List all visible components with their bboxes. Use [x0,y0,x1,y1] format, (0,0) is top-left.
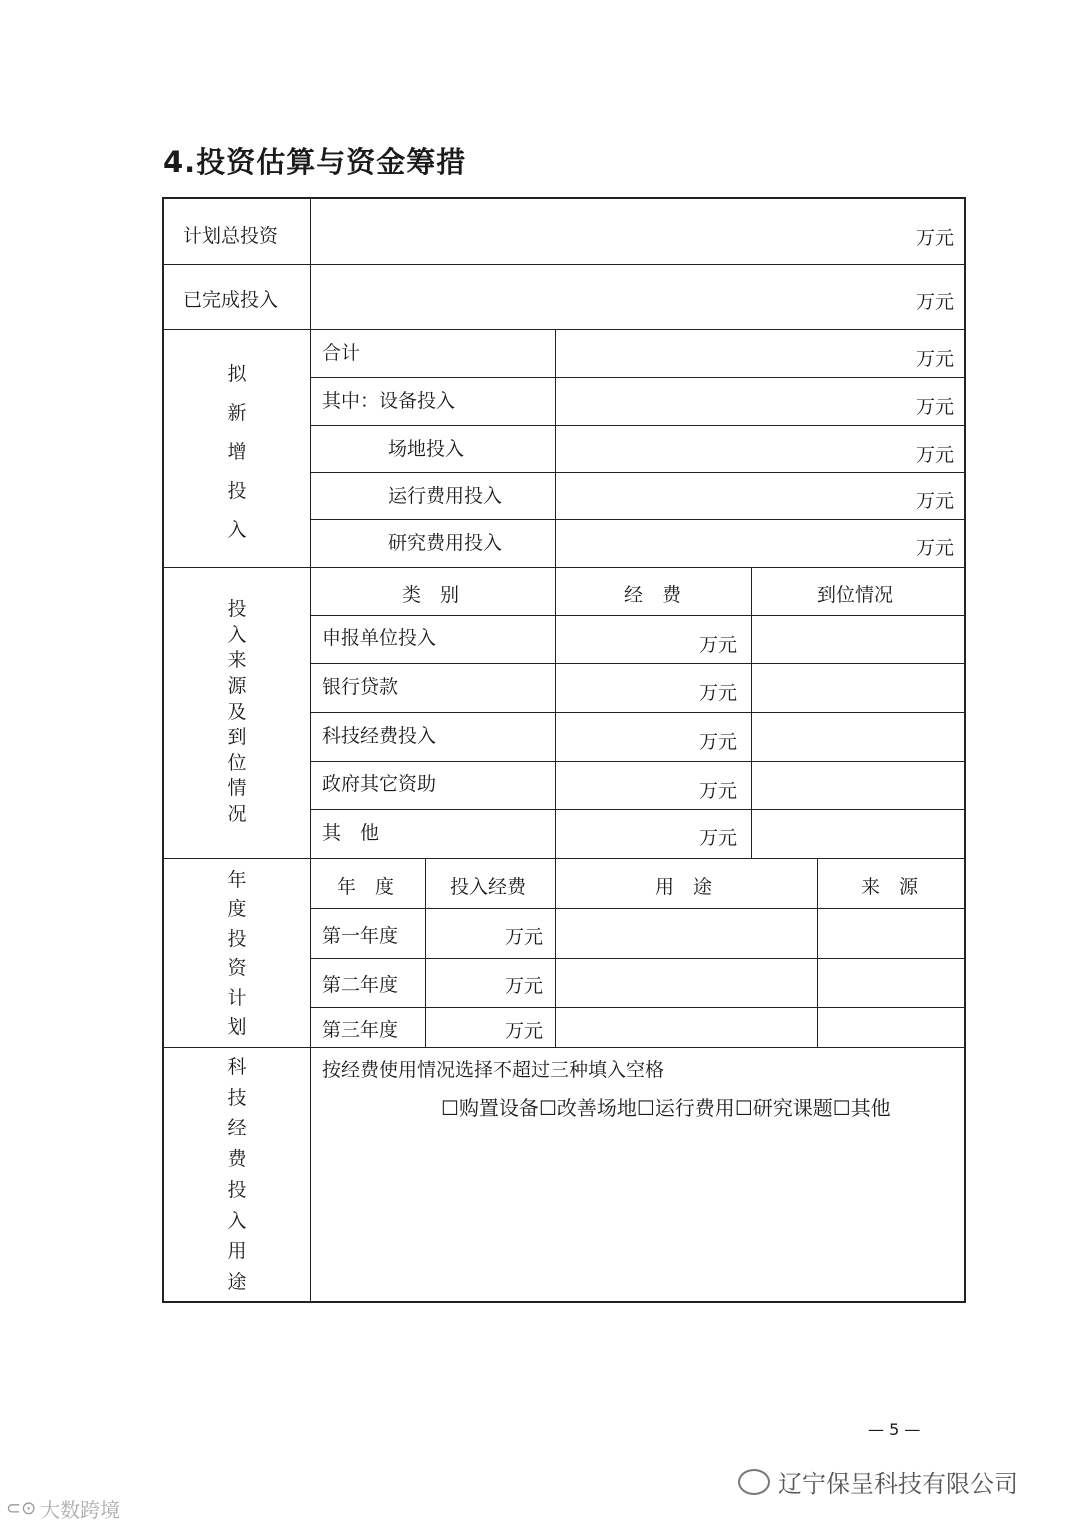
equipment-unit: 万元 [915,396,954,418]
col-divider-source [817,858,818,1047]
row-line [310,908,964,909]
row-line [310,519,964,520]
venue-unit: 万元 [915,444,954,466]
usage-options [441,1098,891,1118]
new-invest-vertical-label: 拟 新 增 投 入 [227,363,247,541]
venue-label: 场地投入 [388,438,465,460]
new-invest-total-unit: 万元 [915,348,954,370]
usage-vertical-label: 科 技 经 费 投 入 用 途 [227,1056,247,1293]
source-header-status: 到位情况 [817,584,894,606]
watermark-right: 辽宁保呈科技有限公司 [738,1464,1018,1499]
source-item: 政府其它资助 [322,773,437,795]
annual-header-year: 年 度 [337,876,395,898]
row-line [310,712,964,713]
row-line [310,809,964,810]
plan-total-label: 计划总投资 [183,225,279,247]
source-item-unit: 万元 [698,634,737,656]
checkbox-option[interactable]: ☐其他 [832,1096,891,1120]
source-item: 申报单位投入 [322,627,437,649]
source-item-unit: 万元 [698,731,737,753]
row-line [310,761,964,762]
row-line [310,472,964,473]
annual-year-unit: 万元 [504,926,543,948]
annual-year-row: 第二年度 [322,974,399,996]
checkbox-option[interactable]: ☐研究课题 [734,1096,833,1120]
research-label: 研究费用投入 [388,532,503,554]
checkbox-option[interactable]: ☐购置设备 [441,1096,539,1120]
completed-label: 已完成投入 [183,289,279,311]
row-line [164,329,964,330]
page-number: — 5 — [868,1420,921,1439]
source-vertical-label: 投 入 来 源 及 到 位 情 况 [227,598,247,825]
research-unit: 万元 [915,537,954,559]
annual-year-unit: 万元 [504,1020,543,1042]
source-header-fund: 经 费 [624,584,682,606]
source-item: 科技经费投入 [322,725,437,747]
annual-year-row: 第三年度 [322,1019,399,1041]
row-line [310,663,964,664]
source-item-unit: 万元 [698,780,737,802]
annual-header-fund: 投入经费 [450,876,527,898]
row-line [164,1047,964,1048]
source-header-category: 类 别 [402,584,460,606]
watermark-left: ⊂⊙ 大数跨境 [6,1498,121,1522]
col-divider-year [425,858,426,1047]
investment-form-table [162,197,966,1303]
checkbox-option[interactable]: ☐改善场地 [538,1096,637,1120]
source-item-unit: 万元 [698,682,737,704]
usage-instruction: 按经费使用情况选择不超过三种填入空格 [322,1059,665,1081]
row-line [164,858,964,859]
row-line [164,264,964,265]
source-item: 银行贷款 [322,676,399,698]
operation-unit: 万元 [915,490,954,512]
col-divider-mid [555,329,556,858]
annual-year-row: 第一年度 [322,925,399,947]
row-line [310,425,964,426]
annual-vertical-label: 年 度 投 资 计 划 [227,869,247,1038]
row-line [310,615,964,616]
col-divider-use [555,858,556,1047]
equipment-label: 其中：设备投入 [322,390,456,412]
logo-icon: ⊂⊙ [6,1498,37,1519]
checkbox-option[interactable]: ☐运行费用 [636,1096,735,1120]
annual-header-use: 用 途 [655,876,713,898]
annual-header-source: 来 源 [861,876,919,898]
source-item-unit: 万元 [698,827,737,849]
plan-total-unit: 万元 [915,227,954,249]
new-invest-total-label: 合计 [322,342,361,364]
row-line [310,377,964,378]
label-column-divider [310,199,311,1301]
operation-label: 运行费用投入 [388,485,503,507]
row-line [310,1007,964,1008]
section-title: 4.投资估算与资金筹措 [163,145,467,179]
row-line [164,567,964,568]
row-line [310,958,964,959]
source-item: 其 他 [322,822,380,844]
wechat-icon [738,1469,770,1495]
annual-year-unit: 万元 [504,975,543,997]
completed-unit: 万元 [915,291,954,313]
